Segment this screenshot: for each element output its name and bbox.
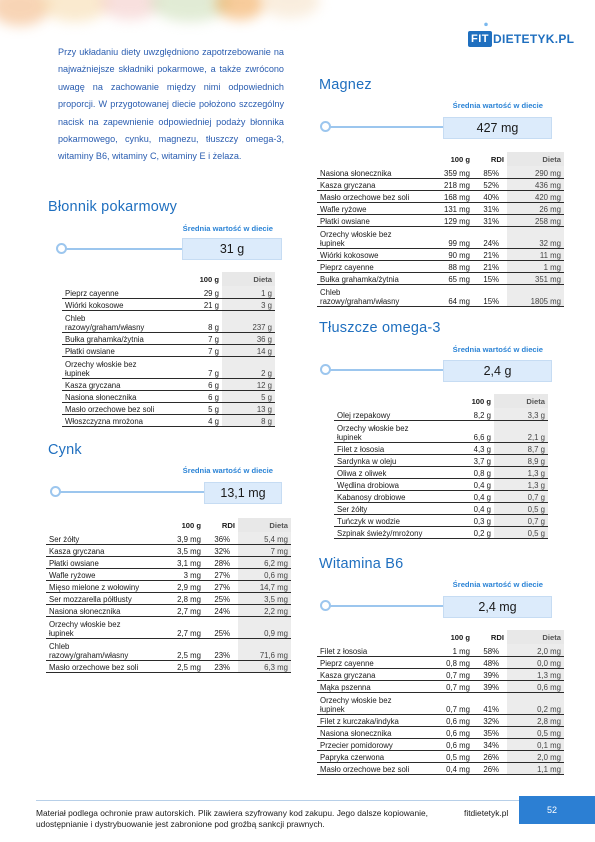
nutrient-table-omega3: [334, 394, 548, 539]
table-header-row: [317, 630, 564, 644]
amount-per-100g: 0,7 mg: [433, 692, 473, 714]
table-row: [317, 644, 564, 656]
column-header: Dieta: [507, 152, 564, 166]
food-name: Płatki owsiane: [317, 214, 433, 226]
avg-value-fiber: 31 g: [182, 238, 282, 260]
amount-per-100g: 3,5 mg: [164, 544, 204, 556]
column-header: 100 g: [199, 274, 219, 284]
header-fruit-decoration: [0, 0, 330, 36]
nutrient-table-zinc: [46, 518, 291, 673]
table-row: [317, 762, 564, 774]
avg-slider-track: [327, 605, 443, 607]
food-name: Filet z łososia: [334, 442, 464, 454]
food-name: Nasiona słonecznika: [62, 390, 192, 402]
table-row: [317, 226, 564, 248]
amount-per-100g: 3,9 mg: [164, 532, 204, 544]
table-row: [62, 344, 275, 356]
table-row: [46, 568, 291, 580]
diet-amount: 8,9 g: [494, 454, 548, 466]
amount-per-100g: 4,3 g: [464, 442, 494, 454]
amount-per-100g: 0,5 mg: [433, 750, 473, 762]
avg-label-b6: Średnia wartość w diecie: [452, 580, 543, 589]
food-name: Kasza gryczana: [62, 378, 192, 390]
table-row: [317, 202, 564, 214]
amount-per-100g: 2,5 mg: [164, 638, 204, 660]
rdi-percent: 31%: [473, 214, 507, 226]
nutrient-table-b6: [317, 630, 564, 775]
amount-per-100g: 0,8 mg: [433, 656, 473, 668]
food-name: Oliwa z oliwek: [334, 466, 464, 478]
diet-amount: 0,6 mg: [507, 680, 564, 692]
diet-amount: 1805 mg: [507, 284, 564, 306]
diet-amount: 6,3 mg: [238, 660, 291, 672]
food-name: Pieprz cayenne: [317, 260, 433, 272]
diet-amount: 2,8 mg: [507, 714, 564, 726]
rdi-percent: 52%: [473, 178, 507, 190]
food-name: Masło orzechowe bez soli: [62, 402, 192, 414]
rdi-percent: 85%: [473, 166, 507, 178]
diet-amount: 3,3 g: [494, 408, 548, 420]
food-name: Orzechy włoskie bez łupinek: [46, 616, 164, 638]
amount-per-100g: 2,5 mg: [164, 660, 204, 672]
amount-per-100g: 65 mg: [433, 272, 473, 284]
diet-amount: 7 mg: [238, 544, 291, 556]
avg-slider-dot: [320, 364, 331, 375]
column-header: [317, 630, 433, 644]
table-row: [62, 310, 275, 332]
amount-per-100g: 3,7 g: [464, 454, 494, 466]
table-row: [317, 714, 564, 726]
rdi-percent: 48%: [473, 656, 507, 668]
food-name: Płatki owsiane: [62, 344, 192, 356]
rdi-percent: 15%: [473, 284, 507, 306]
rdi-percent: 26%: [473, 762, 507, 774]
table-row: [46, 638, 291, 660]
rdi-percent: 39%: [473, 668, 507, 680]
amount-per-100g: 7 g: [192, 332, 222, 344]
food-name: Kabanosy drobiowe: [334, 490, 464, 502]
nutrient-table-magnesium: [317, 152, 564, 307]
food-name: Ser żółty: [46, 532, 164, 544]
avg-value-zinc: 13,1 mg: [204, 482, 282, 504]
diet-amount: 14,7 mg: [238, 580, 291, 592]
table-row: [46, 580, 291, 592]
avg-slider-dot: [50, 486, 61, 497]
table-row: [46, 544, 291, 556]
table-header-row: [46, 518, 291, 532]
diet-amount: 0,5 g: [494, 526, 548, 538]
food-name: Wędlina drobiowa: [334, 478, 464, 490]
diet-amount: 2,2 mg: [238, 604, 291, 616]
rdi-percent: 21%: [473, 248, 507, 260]
amount-per-100g: 168 mg: [433, 190, 473, 202]
amount-per-100g: 8,2 g: [464, 408, 494, 420]
rdi-percent: 21%: [473, 260, 507, 272]
table-header-row: [317, 152, 564, 166]
amount-per-100g: 6,6 g: [464, 420, 494, 442]
nutrient-table-fiber: [62, 272, 275, 427]
amount-per-100g: 4 g: [192, 414, 222, 426]
rdi-percent: 24%: [473, 226, 507, 248]
food-name: Szpinak świeży/mrożony: [334, 526, 464, 538]
diet-amount: 0,2 mg: [507, 692, 564, 714]
diet-amount: 1,3 g: [494, 478, 548, 490]
diet-amount: 0,6 mg: [238, 568, 291, 580]
diet-amount: 8 g: [222, 414, 275, 426]
amount-per-100g: 5 g: [192, 402, 222, 414]
column-header: [334, 394, 464, 408]
food-name: Kasza gryczana: [317, 178, 433, 190]
food-name: Olej rzepakowy: [334, 408, 464, 420]
amount-per-100g: 64 mg: [433, 284, 473, 306]
page-number: 52: [519, 796, 595, 824]
brand-logo: [468, 28, 574, 50]
amount-per-100g: 21 g: [192, 298, 222, 310]
table-row: [334, 478, 548, 490]
table-header-row: [334, 394, 548, 408]
avg-slider-track: [327, 369, 443, 371]
table-row: [317, 214, 564, 226]
amount-per-100g: 0,6 mg: [433, 714, 473, 726]
diet-amount: 5 g: [222, 390, 275, 402]
diet-amount: 6,2 mg: [238, 556, 291, 568]
rdi-percent: 34%: [473, 738, 507, 750]
table-row: [62, 356, 275, 378]
table-row: [317, 656, 564, 668]
column-header: 100 g: [181, 520, 201, 530]
column-header: [62, 272, 192, 286]
column-header: 100 g: [471, 396, 491, 406]
diet-amount: 436 mg: [507, 178, 564, 190]
amount-per-100g: 88 mg: [433, 260, 473, 272]
diet-amount: 26 mg: [507, 202, 564, 214]
diet-amount: 237 g: [222, 310, 275, 332]
food-name: Bułka grahamka/żytnia: [317, 272, 433, 284]
table-row: [317, 738, 564, 750]
amount-per-100g: 2,7 mg: [164, 604, 204, 616]
diet-amount: 11 mg: [507, 248, 564, 260]
amount-per-100g: 90 mg: [433, 248, 473, 260]
rdi-percent: 28%: [204, 556, 238, 568]
table-row: [317, 726, 564, 738]
table-row: [334, 408, 548, 420]
rdi-percent: 26%: [473, 750, 507, 762]
column-header: RDI: [490, 632, 504, 642]
table-row: [334, 466, 548, 478]
amount-per-100g: 7 g: [192, 356, 222, 378]
column-header: [317, 152, 433, 166]
amount-per-100g: 7 g: [192, 344, 222, 356]
section-title-fiber: Błonnik pokarmowy: [48, 199, 178, 215]
food-name: Ser żółty: [334, 502, 464, 514]
diet-amount: 0,5 g: [494, 502, 548, 514]
diet-amount: 12 g: [222, 378, 275, 390]
rdi-percent: 23%: [204, 638, 238, 660]
table-row: [317, 166, 564, 178]
diet-amount: 0,9 mg: [238, 616, 291, 638]
table-row: [46, 556, 291, 568]
column-header: 100 g: [450, 154, 470, 164]
food-name: Tuńczyk w wodzie: [334, 514, 464, 526]
table-row: [334, 490, 548, 502]
food-name: Chleb razowy/graham/własny: [62, 310, 192, 332]
avg-slider-dot: [320, 121, 331, 132]
table-row: [317, 680, 564, 692]
food-name: Nasiona słonecznika: [46, 604, 164, 616]
food-name: Masło orzechowe bez soli: [317, 762, 433, 774]
runner-icon: [482, 22, 490, 30]
avg-slider-track: [56, 491, 204, 493]
table-row: [46, 604, 291, 616]
rdi-percent: 23%: [204, 660, 238, 672]
table-row: [317, 178, 564, 190]
food-name: Chleb razowy/graham/własny: [317, 284, 433, 306]
amount-per-100g: 0,6 mg: [433, 738, 473, 750]
food-name: Kasza gryczana: [46, 544, 164, 556]
diet-amount: 0,5 mg: [507, 726, 564, 738]
food-name: Bułka grahamka/żytnia: [62, 332, 192, 344]
logo-text: DIETETYK.PL: [493, 32, 575, 46]
amount-per-100g: 1 mg: [433, 644, 473, 656]
avg-label-fiber: Średnia wartość w diecie: [182, 224, 273, 233]
diet-amount: 2,0 mg: [507, 644, 564, 656]
table-row: [334, 526, 548, 538]
food-name: Papryka czerwona: [317, 750, 433, 762]
diet-amount: 2,1 g: [494, 420, 548, 442]
rdi-percent: 35%: [473, 726, 507, 738]
amount-per-100g: 2,7 mg: [164, 616, 204, 638]
amount-per-100g: 131 mg: [433, 202, 473, 214]
food-name: Orzechy włoskie bez łupinek: [317, 226, 433, 248]
amount-per-100g: 0,3 g: [464, 514, 494, 526]
diet-amount: 258 mg: [507, 214, 564, 226]
avg-slider-dot: [56, 243, 67, 254]
section-title-magnesium: Magnez: [319, 77, 372, 93]
diet-amount: 0,7 g: [494, 514, 548, 526]
table-row: [317, 272, 564, 284]
food-name: Przecier pomidorowy: [317, 738, 433, 750]
amount-per-100g: 8 g: [192, 310, 222, 332]
table-row: [62, 402, 275, 414]
rdi-percent: 41%: [473, 692, 507, 714]
food-name: Chleb razowy/graham/własny: [46, 638, 164, 660]
amount-per-100g: 0,2 g: [464, 526, 494, 538]
rdi-percent: 27%: [204, 580, 238, 592]
amount-per-100g: 0,8 g: [464, 466, 494, 478]
diet-amount: 420 mg: [507, 190, 564, 202]
rdi-percent: 25%: [204, 616, 238, 638]
table-row: [62, 378, 275, 390]
table-row: [334, 420, 548, 442]
table-row: [317, 750, 564, 762]
avg-slider-track: [62, 248, 182, 250]
amount-per-100g: 0,4 g: [464, 502, 494, 514]
table-row: [334, 502, 548, 514]
avg-value-omega3: 2,4 g: [443, 360, 552, 382]
avg-label-omega3: Średnia wartość w diecie: [452, 345, 543, 354]
food-name: Nasiona słonecznika: [317, 166, 433, 178]
food-name: Sardynka w oleju: [334, 454, 464, 466]
diet-amount: 14 g: [222, 344, 275, 356]
diet-amount: 1,3 g: [494, 466, 548, 478]
table-row: [62, 414, 275, 426]
food-name: Mąka pszenna: [317, 680, 433, 692]
rdi-percent: 27%: [204, 568, 238, 580]
diet-amount: 36 g: [222, 332, 275, 344]
table-row: [334, 442, 548, 454]
intro-paragraph: Przy układaniu diety uwzględniono zapotrzebowanie na najważniejsze składniki pokarmowe, a także zwrócono uwagę na zachowanie między nimi odpowiednich proporcji. W przygotowanej diecie położono szczególny nacisk na zapewnienie odpowiedniej podaży błonnika pokarmowego, cynku, magnezu, tłuszczy omega-3, witaminy B6, witaminy C, witaminy E i żelaza.: [58, 47, 284, 162]
rdi-percent: 32%: [204, 544, 238, 556]
amount-per-100g: 129 mg: [433, 214, 473, 226]
column-header: Dieta: [238, 518, 291, 532]
diet-amount: 1,3 mg: [507, 668, 564, 680]
table-row: [317, 190, 564, 202]
avg-value-b6: 2,4 mg: [443, 596, 552, 618]
logo-fit: FIT: [468, 31, 492, 47]
column-header: Dieta: [222, 272, 275, 286]
avg-label-zinc: Średnia wartość w diecie: [182, 466, 273, 475]
footer-site-link[interactable]: fitdietetyk.pl: [464, 808, 509, 818]
avg-label-magnesium: Średnia wartość w diecie: [452, 101, 543, 110]
food-name: Filet z łososia: [317, 644, 433, 656]
food-name: Orzechy włoskie bez łupinek: [334, 420, 464, 442]
rdi-percent: 15%: [473, 272, 507, 284]
amount-per-100g: 99 mg: [433, 226, 473, 248]
diet-amount: 3 g: [222, 298, 275, 310]
table-row: [317, 668, 564, 680]
diet-amount: 0,7 g: [494, 490, 548, 502]
amount-per-100g: 0,4 g: [464, 478, 494, 490]
amount-per-100g: 359 mg: [433, 166, 473, 178]
diet-amount: 0,1 mg: [507, 738, 564, 750]
amount-per-100g: 3 mg: [164, 568, 204, 580]
table-row: [62, 390, 275, 402]
food-name: Masło orzechowe bez soli: [46, 660, 164, 672]
amount-per-100g: 0,7 mg: [433, 668, 473, 680]
rdi-percent: 40%: [473, 190, 507, 202]
food-name: Masło orzechowe bez soli: [317, 190, 433, 202]
table-row: [46, 660, 291, 672]
food-name: Wafle ryżowe: [46, 568, 164, 580]
food-name: Ser mozzarella półtłusty: [46, 592, 164, 604]
diet-amount: 71,6 mg: [238, 638, 291, 660]
copyright-notice: Materiał podlega ochronie praw autorskich. Plik zawiera szyfrowany kod zakupu. Jego dalsze kopiowanie, udostępnianie i dystrybuowanie jest zabronione pod groźbą sankcji prawnych.: [36, 808, 428, 829]
rdi-percent: 24%: [204, 604, 238, 616]
table-row: [62, 298, 275, 310]
food-name: Wiórki kokosowe: [62, 298, 192, 310]
column-header: RDI: [221, 520, 235, 530]
table-row: [46, 592, 291, 604]
amount-per-100g: 6 g: [192, 390, 222, 402]
table-row: [317, 260, 564, 272]
diet-amount: 13 g: [222, 402, 275, 414]
avg-slider-track: [327, 126, 443, 128]
food-name: Pieprz cayenne: [62, 286, 192, 298]
footer-divider: [36, 800, 519, 801]
amount-per-100g: 0,7 mg: [433, 680, 473, 692]
table-row: [46, 532, 291, 544]
food-name: Wafle ryżowe: [317, 202, 433, 214]
avg-value-magnesium: 427 mg: [443, 117, 552, 139]
amount-per-100g: 3,1 mg: [164, 556, 204, 568]
diet-amount: 8,7 g: [494, 442, 548, 454]
diet-amount: 5,4 mg: [238, 532, 291, 544]
section-title-omega3: Tłuszcze omega-3: [319, 320, 441, 336]
diet-amount: 0,0 mg: [507, 656, 564, 668]
section-title-b6: Witamina B6: [319, 556, 404, 572]
diet-amount: 290 mg: [507, 166, 564, 178]
diet-amount: 2,0 mg: [507, 750, 564, 762]
avg-slider-dot: [320, 600, 331, 611]
diet-amount: 1,1 mg: [507, 762, 564, 774]
food-name: Włoszczyzna mrożona: [62, 414, 192, 426]
diet-amount: 1 mg: [507, 260, 564, 272]
diet-amount: 2 g: [222, 356, 275, 378]
food-name: Płatki owsiane: [46, 556, 164, 568]
diet-amount: 3,5 mg: [238, 592, 291, 604]
table-row: [317, 284, 564, 306]
food-name: Orzechy włoskie bez łupinek: [317, 692, 433, 714]
food-name: Pieprz cayenne: [317, 656, 433, 668]
column-header: [46, 518, 164, 532]
food-name: Nasiona słonecznika: [317, 726, 433, 738]
amount-per-100g: 0,6 mg: [433, 726, 473, 738]
amount-per-100g: 0,4 mg: [433, 762, 473, 774]
table-row: [62, 332, 275, 344]
food-name: Orzechy włoskie bez łupinek: [62, 356, 192, 378]
rdi-percent: 25%: [204, 592, 238, 604]
food-name: Kasza gryczana: [317, 668, 433, 680]
table-row: [334, 454, 548, 466]
table-row: [334, 514, 548, 526]
food-name: Filet z kurczaka/indyka: [317, 714, 433, 726]
column-header: RDI: [490, 154, 504, 164]
rdi-percent: 36%: [204, 532, 238, 544]
amount-per-100g: 2,9 mg: [164, 580, 204, 592]
table-row: [317, 692, 564, 714]
column-header: 100 g: [450, 632, 470, 642]
food-name: Mięso mielone z wołowiny: [46, 580, 164, 592]
diet-amount: 32 mg: [507, 226, 564, 248]
table-row: [62, 286, 275, 298]
table-row: [317, 248, 564, 260]
rdi-percent: 39%: [473, 680, 507, 692]
column-header: Dieta: [494, 394, 548, 408]
table-header-row: [62, 272, 275, 286]
amount-per-100g: 29 g: [192, 286, 222, 298]
amount-per-100g: 218 mg: [433, 178, 473, 190]
diet-amount: 1 g: [222, 286, 275, 298]
diet-amount: 351 mg: [507, 272, 564, 284]
amount-per-100g: 6 g: [192, 378, 222, 390]
rdi-percent: 31%: [473, 202, 507, 214]
amount-per-100g: 0,4 g: [464, 490, 494, 502]
rdi-percent: 32%: [473, 714, 507, 726]
amount-per-100g: 2,8 mg: [164, 592, 204, 604]
column-header: Dieta: [507, 630, 564, 644]
food-name: Wiórki kokosowe: [317, 248, 433, 260]
table-row: [46, 616, 291, 638]
rdi-percent: 58%: [473, 644, 507, 656]
section-title-zinc: Cynk: [48, 442, 82, 458]
